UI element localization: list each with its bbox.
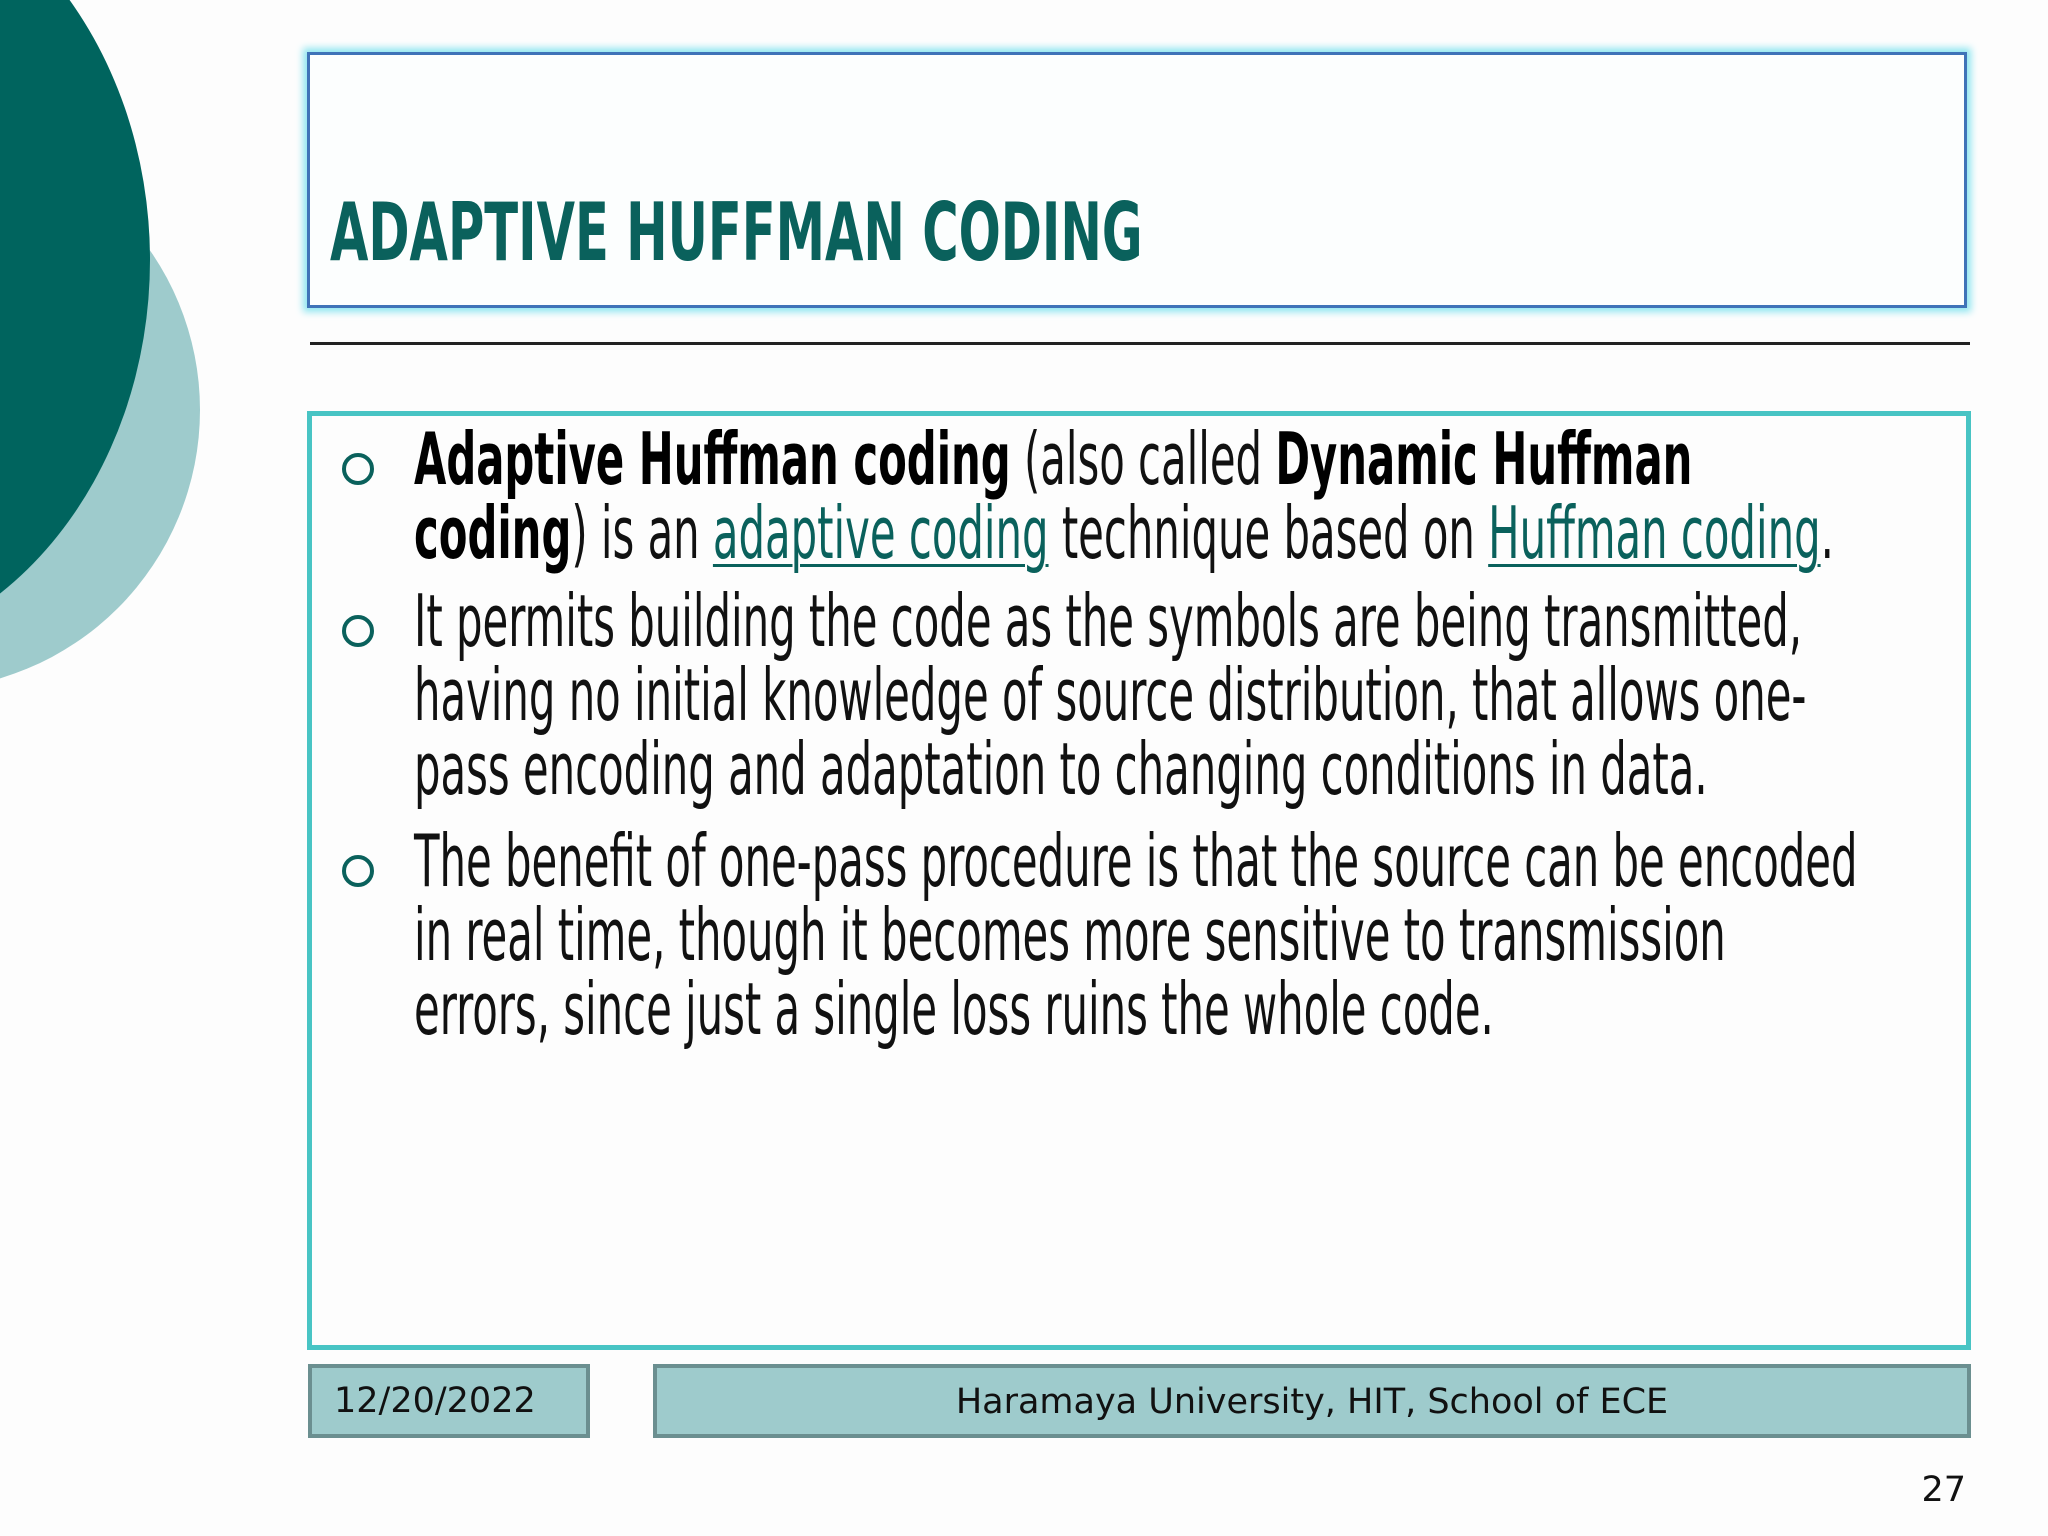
content-placeholder: [307, 411, 1971, 1350]
bullet-text: [414, 417, 1868, 575]
footer-organization: Haramaya University, HIT, School of ECE: [653, 1364, 1971, 1438]
hollow-circle-bullet-icon: [342, 453, 374, 485]
slide-title: ADAPTIVE HUFFMAN CODING: [330, 186, 1143, 279]
bullet-item: [312, 579, 1966, 811]
bullet-text: The benefit of one-pass procedure is that the source can be encoded in real time, though it becomes more sensitive to transmission errors, since just a single loss ruins the whole code.: [414, 819, 1858, 1051]
plain-text: technique based on: [1048, 491, 1489, 575]
bold-term: Dynamic Huffman coding: [414, 417, 1693, 575]
bullet-item: [312, 417, 1966, 575]
title-placeholder: [307, 52, 1967, 308]
title-divider: [310, 342, 1970, 345]
huffman-coding-link[interactable]: Huffman coding: [1488, 491, 1821, 575]
hollow-circle-bullet-icon: [342, 615, 374, 647]
hollow-circle-bullet-icon: [342, 855, 374, 887]
bullet-list: [312, 417, 1966, 1051]
bullet-text: It permits building the code as the symbols are being transmitted, having no initial knowledge of source distribution, that allows one-pass encoding and adaptation to changing conditions in data.: [414, 579, 1807, 811]
bold-term: Adaptive Huffman coding: [414, 417, 1011, 501]
page-number: 27: [1921, 1470, 1966, 1510]
footer-date: 12/20/2022: [308, 1364, 590, 1438]
plain-text: .: [1820, 491, 1834, 575]
adaptive-coding-link[interactable]: adaptive coding: [712, 491, 1049, 575]
plain-text: (also called: [1010, 417, 1276, 501]
bullet-item: [312, 819, 1966, 1051]
plain-text: ) is an: [571, 491, 713, 575]
